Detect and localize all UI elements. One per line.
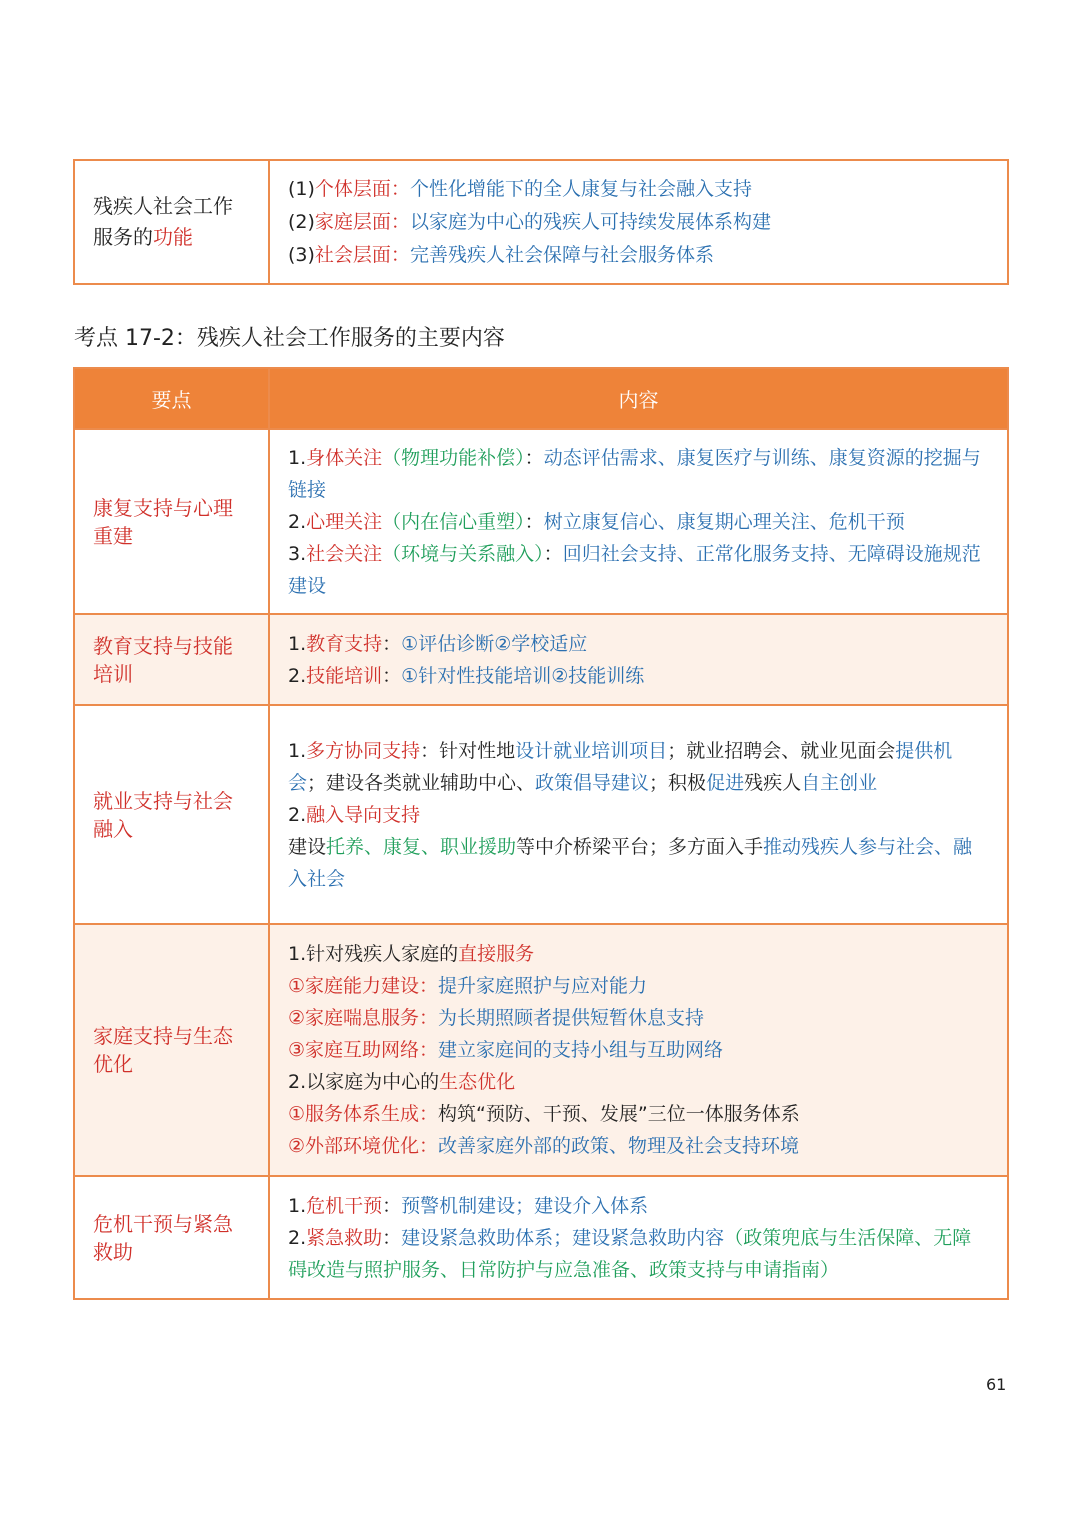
content-segment: 构筑“预防、干预、发展”三位一体服务体系	[438, 1103, 800, 1125]
content-segment: ①针对性技能培训②技能训练	[401, 664, 645, 687]
content-segment: 3.	[288, 542, 307, 565]
content-segment: 1.针对残疾人家庭的	[288, 943, 459, 965]
item-number: (3)	[288, 243, 315, 266]
content-segment: 紧急救助	[306, 1226, 383, 1249]
function-item	[288, 173, 989, 206]
content-segment: 1.	[288, 632, 307, 655]
content-segment: 2.	[288, 803, 307, 826]
content-line	[288, 1190, 989, 1222]
content-line	[288, 799, 989, 831]
content-segment: ③家庭互助网络：	[288, 1039, 439, 1061]
row-content	[269, 1176, 1008, 1299]
function-label-text: 残疾人社会工作服务的	[93, 194, 233, 249]
content-line	[288, 442, 989, 506]
row-label: 就业支持与社会融入	[74, 705, 269, 924]
content-line	[288, 1222, 989, 1286]
content-segment: 为长期照顾者提供短暂休息支持	[438, 1007, 705, 1029]
function-label-highlight: 功能	[153, 225, 193, 249]
section-heading: 考点 17-2：残疾人社会工作服务的主要内容	[74, 326, 505, 351]
header-key-points: 要点	[74, 368, 269, 429]
item-text: 以家庭为中心的残疾人可持续发展体系构建	[409, 210, 771, 233]
content-segment: 1.	[288, 446, 307, 469]
content-segment: ；建设各类就业辅助中心、	[307, 771, 536, 794]
content-segment: 建设紧急救助体系；建设紧急救助内容	[401, 1226, 725, 1249]
content-segment: ②家庭喘息服务：	[288, 1007, 439, 1029]
content-segment: （物理功能补偿）	[382, 446, 525, 469]
content-segment: 残疾人	[744, 771, 802, 794]
item-key: 个体层面：	[314, 177, 410, 200]
content-segment: 提升家庭照护与应对能力	[438, 975, 648, 997]
content-segment: 2.	[288, 510, 307, 533]
content-segment: 政策倡导建议	[535, 771, 650, 794]
table-row	[74, 924, 1008, 1176]
content-segment: 融入导向支持	[306, 803, 421, 826]
table-row	[74, 1176, 1008, 1299]
row-content	[269, 924, 1008, 1176]
content-segment: ①评估诊断②学校适应	[401, 632, 588, 655]
content-segment: ：	[382, 1194, 402, 1217]
content-segment: 1.	[288, 739, 307, 762]
content-segment: 心理关注	[306, 510, 383, 533]
row-label: 康复支持与心理重建	[74, 429, 269, 614]
row-content	[269, 705, 1008, 924]
content-line	[288, 1002, 989, 1034]
content-line	[288, 938, 989, 970]
content-segment: 树立康复信心、康复期心理关注、危机干预	[543, 510, 905, 533]
content-segment: ：	[543, 542, 563, 565]
content-segment: 改善家庭外部的政策、物理及社会支持环境	[438, 1135, 800, 1157]
content-segment: ：	[524, 510, 544, 533]
function-table	[73, 159, 1009, 285]
content-segment: 设计就业培训项目	[515, 739, 668, 762]
page-number: 61	[986, 1375, 1007, 1394]
function-label-cell	[74, 160, 269, 284]
item-key: 家庭层面：	[314, 210, 410, 233]
content-line	[288, 1098, 989, 1130]
content-segment: 促进	[706, 771, 745, 794]
content-segment: 等中介桥梁平台；多方面入手	[516, 835, 764, 858]
content-segment: 预警机制建设；建设介入体系	[401, 1194, 649, 1217]
content-segment: （政策兜底与生活保障、无障碍改造与照护服务、日常防护与应急准备、政策支持与申请指南）	[288, 1226, 972, 1281]
content-segment: 建立家庭间的支持小组与互助网络	[438, 1039, 724, 1061]
table-header-row	[74, 368, 1008, 429]
content-segment: ：	[382, 664, 402, 687]
content-segment: ：	[524, 446, 544, 469]
content-segment: 建设	[288, 835, 327, 858]
content-table	[73, 367, 1009, 1300]
content-segment: 2.以家庭为中心的	[288, 1071, 440, 1093]
content-segment: 动态评估需求、康复医疗与训练、康复资源的挖掘与链接	[288, 446, 981, 501]
table-row	[74, 614, 1008, 705]
content-segment: ①家庭能力建设：	[288, 975, 439, 997]
content-segment: ；积极	[649, 771, 707, 794]
content-segment: （环境与关系融入）	[382, 542, 544, 565]
item-text: 个性化增能下的全人康复与社会融入支持	[409, 177, 752, 200]
row-content	[269, 429, 1008, 614]
content-line	[288, 735, 989, 799]
content-segment: ；就业招聘会、就业见面会	[667, 739, 896, 762]
row-label: 教育支持与技能培训	[74, 614, 269, 705]
content-segment: 生态优化	[439, 1071, 516, 1093]
function-items-cell	[269, 160, 1008, 284]
content-segment: ：针对性地	[420, 739, 516, 762]
row-label: 家庭支持与生态优化	[74, 924, 269, 1176]
content-segment: 2.	[288, 664, 307, 687]
content-segment: ②外部环境优化：	[288, 1135, 439, 1157]
content-segment: 推动残疾人参与社会、融入社会	[288, 835, 973, 890]
content-line	[288, 538, 989, 602]
content-line	[288, 628, 989, 660]
content-segment: （内在信心重塑）	[382, 510, 525, 533]
content-line	[288, 1130, 989, 1162]
content-segment: 教育支持	[306, 632, 383, 655]
content-segment: 直接服务	[458, 943, 535, 965]
content-line	[288, 831, 989, 895]
item-text: 完善残疾人社会保障与社会服务体系	[409, 243, 714, 266]
content-segment: ：	[382, 632, 402, 655]
row-label: 危机干预与紧急救助	[74, 1176, 269, 1299]
content-segment: 危机干预	[306, 1194, 383, 1217]
row-content	[269, 614, 1008, 705]
function-item	[288, 206, 989, 239]
content-segment: ：	[382, 1226, 402, 1249]
item-number: (1)	[288, 177, 315, 200]
table-row	[74, 705, 1008, 924]
content-line	[288, 506, 989, 538]
content-segment: 1.	[288, 1194, 307, 1217]
content-segment: ①服务体系生成：	[288, 1103, 439, 1125]
content-segment: 多方协同支持	[306, 739, 421, 762]
content-segment: 提供机会	[288, 739, 953, 794]
content-line	[288, 1034, 989, 1066]
content-segment: 2.	[288, 1226, 307, 1249]
item-key: 社会层面：	[314, 243, 410, 266]
content-line	[288, 1066, 989, 1098]
content-segment: 托养、康复、职业援助	[326, 835, 517, 858]
table-row	[74, 429, 1008, 614]
content-line	[288, 660, 989, 692]
header-content: 内容	[269, 368, 1008, 429]
item-number: (2)	[288, 210, 315, 233]
function-item	[288, 239, 989, 272]
content-segment: 社会关注	[306, 542, 383, 565]
content-segment: 回归社会支持、正常化服务支持、无障碍设施规范建设	[288, 542, 981, 597]
function-row	[74, 160, 1008, 284]
content-segment: 身体关注	[306, 446, 383, 469]
content-segment: 自主创业	[801, 771, 878, 794]
content-line	[288, 970, 989, 1002]
content-segment: 技能培训	[306, 664, 383, 687]
